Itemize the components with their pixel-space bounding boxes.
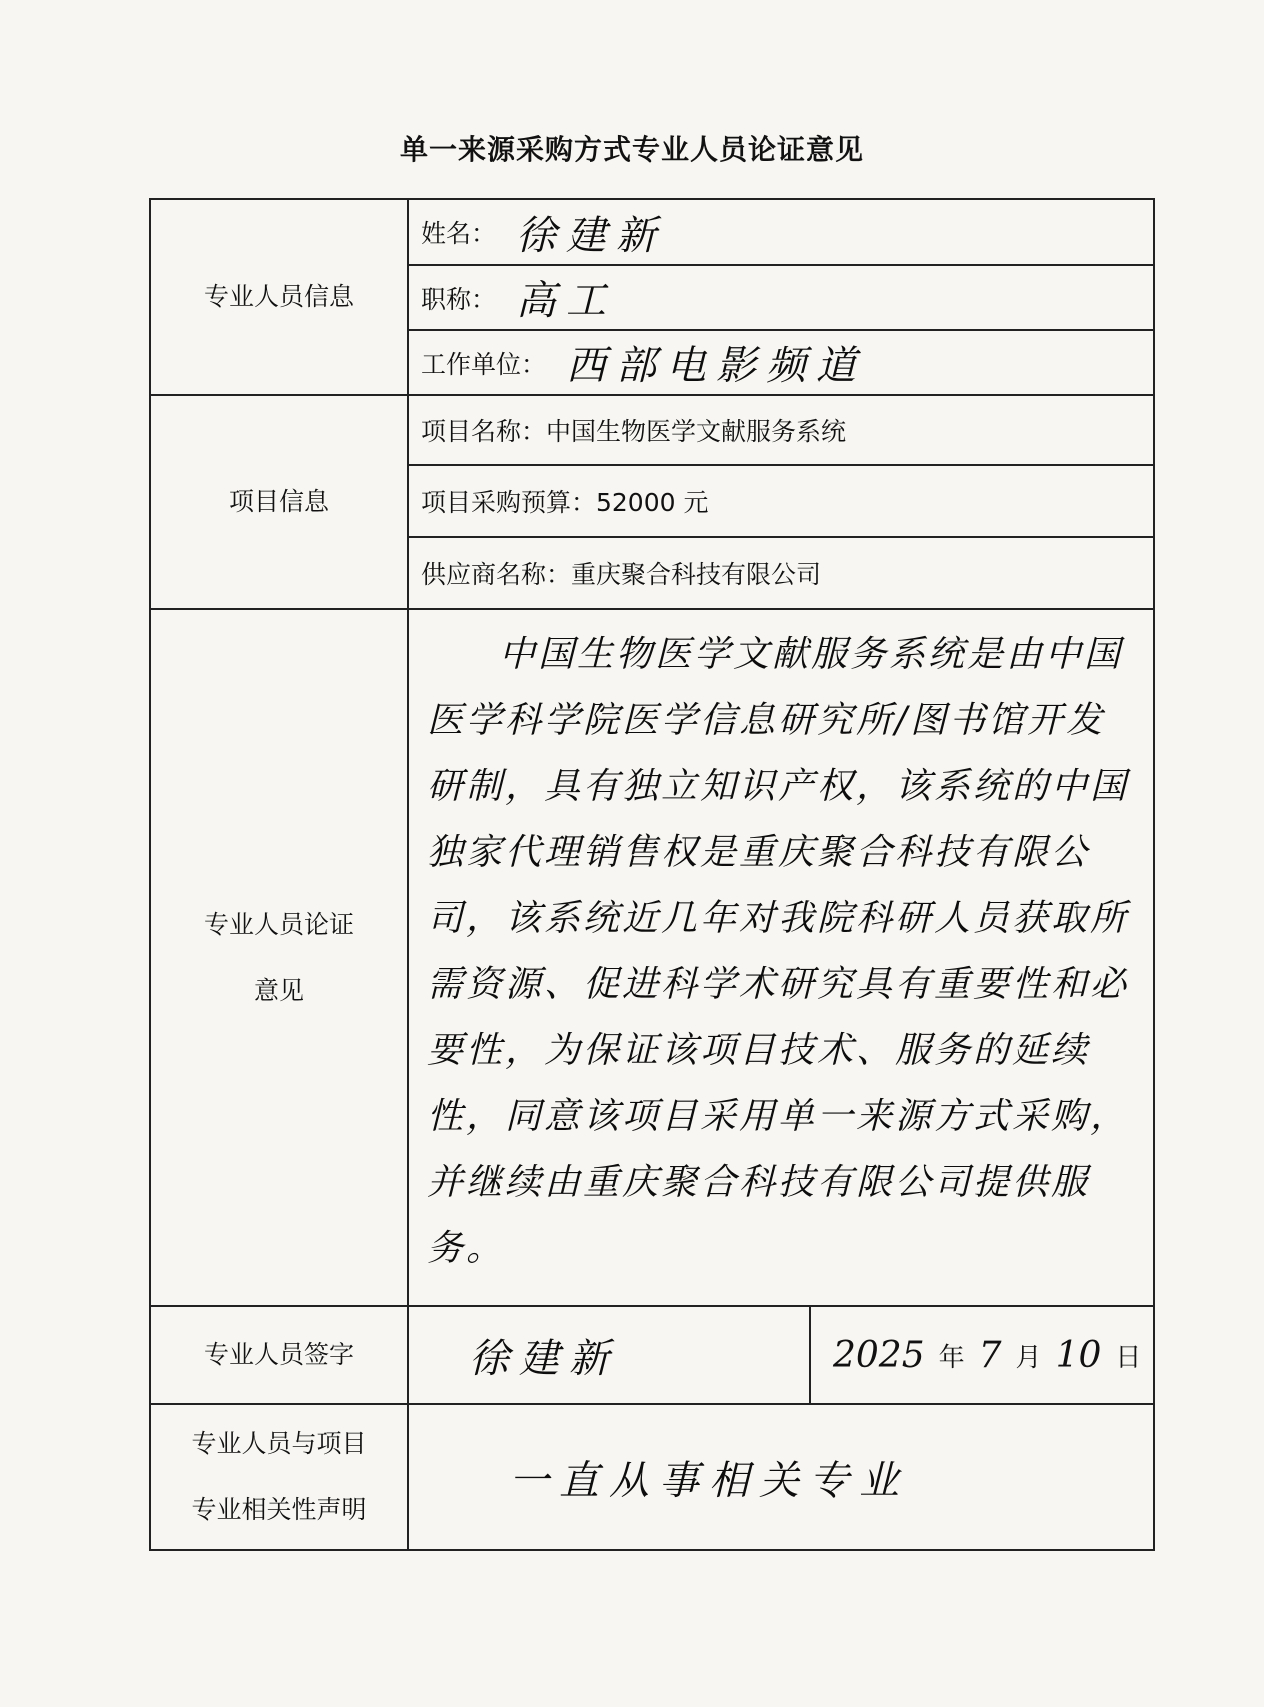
relevance-label-line2: 专业相关性声明 [191,1495,367,1524]
date-month-unit: 月 [1015,1342,1042,1373]
unit-row [409,331,1153,394]
opinion-section [151,610,1153,1307]
relevance-label [151,1405,409,1549]
relevance-statement-cell [489,1405,909,1549]
unit-label: 工作单位： [421,349,547,379]
supplier-row [409,538,1153,608]
opinion-label [151,610,409,1305]
budget-row [409,466,1153,538]
project-info-section [151,396,1153,610]
expert-info-section [151,200,1153,396]
title-value: 高工 [516,278,617,324]
name-value: 徐建新 [516,212,667,259]
signature-name: 徐建新 [469,1335,619,1382]
project-name-row [409,396,1153,466]
expert-info-label [151,200,409,394]
date-month: 7 [978,1334,1002,1376]
title-row [409,266,1153,331]
date-day-unit: 日 [1115,1342,1142,1373]
signature-label-text: 专业人员签字 [203,1340,354,1369]
opinion-label-line2: 意见 [253,975,304,1005]
project-name: 项目名称：中国生物医学文献服务系统 [421,417,847,446]
unit-value: 西部电影频道 [566,343,867,389]
signature-label [151,1307,409,1403]
signature-divider [809,1307,811,1403]
date-day: 10 [1055,1334,1102,1376]
opinion-form [149,198,1155,1551]
date-year-unit: 年 [938,1342,965,1373]
title-label: 职称： [421,284,497,314]
supplier-name: 供应商名称：重庆聚合科技有限公司 [421,560,822,589]
name-row [409,200,1153,266]
document-title: 单一来源采购方式专业人员论证意见 [399,133,864,166]
project-info-label [151,396,409,608]
relevance-statement: 一直从事相关专业 [509,1457,909,1504]
signature-section [151,1307,1153,1405]
signature-date [819,1307,1141,1403]
opinion-label-line1: 专业人员论证 [203,909,354,939]
project-info-label-text: 项目信息 [228,487,329,516]
date-year: 2025 [833,1334,925,1376]
name-label: 姓名： [421,219,497,248]
relevance-section [151,1405,1153,1549]
project-budget: 项目采购预算：52000 元 [421,488,709,517]
expert-info-label-text: 专业人员信息 [203,282,354,311]
signature-name-cell [449,1307,619,1403]
opinion-text: 中国生物医学文献服务系统是由中国医学科学院医学信息研究所/图书馆开发研制，具有独立知识产权，该系统的中国独家代理销售权是重庆聚合科技有限公司，该系统近几年对我院科研人员获取所需资源、促进科学术研究具有重要性和必要性，为保证该项目技术、服务的延续性，同意该项目采用单一来源方式采购，并继续由重庆聚合科技有限公司提供服务。 [427,634,1130,1269]
relevance-label-line1: 专业人员与项目 [191,1429,367,1458]
